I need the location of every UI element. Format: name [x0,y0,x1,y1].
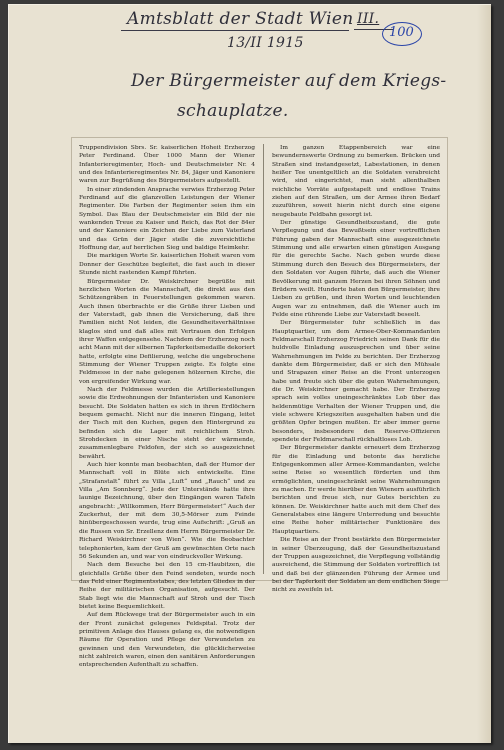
document-sheet [8,4,491,743]
article-paragraph: Nach dem Besuche bei den 15 cm-Haubitzen, die gleichfalls Grüße über den Feind sendeten, wurde noch das Feld einer Regimentsstabes, des letzten Gliedes in der Reihe der militärischen Organisation, aufgesucht. Der Stab liegt wie die Mannschaft auf Stroh und der Tisch bietet keine Bequemlichkeit. [79,562,255,610]
article-paragraph: Auch hier konnte man beobachten, daß der Humor der Mannschaft voll in Blüte sich entwickelte. Eine „Strafanstalt“ führt zu Villa „Luft“ und „Rauch“ und zu Villa „Am Sonnberg“. Jede der Unterstände hatte ihre launige Bezeichnung, über den Eingängen waren Tafeln angebracht: „Willkommen, Herr Bürgermeister!“ Auch der Zuckerhut, der mit dem 30,5-Mörser zum Feinde hinübergeschossen wurde, trug eine Aufschrift: „Gruß an die Russen von Sr. Erzellenz dem Herrn Bürgermeister Dr. Richard Weiskirchner von Wien“. Wie die Beobachter telephonierten, kam der Gruß am gewünschten Orte nach 56 Sekunden an, und war von eindruckvoller Wirkung. [79,462,255,560]
handwritten-date: 13/II 1915 [227,35,304,51]
handwritten-source: Amtsblatt der Stadt Wien [127,9,354,29]
article-paragraph: Der Bürgermeister dankte erneuert dem Erzherzog für die Einladung und betonte das herzliche Entgegenkommen aller Armee-Kommandanten, welche seine Reise so wesentlich förderten und ihm ermöglichten, uneingeschränkt seine Wahrnehmungen zu machen. Er werde hierüber den Wienern ausführlich berichten und freue sich, nur Gutes berichten zu können. Dr. Weiskirchner hatte auch mit dem Chef des Generalstabes eine längere Unterredung und besuchte eine Reihe hoher militärischer Funktionäre des Hauptquartiers. [272,445,440,535]
circled-page-number: 100 [389,25,414,40]
article-paragraph: Der Bürgermeister fuhr schließlich in das Hauptquartier, um dem Armee-Ober-Kommandanten Feldmarschall Erzherzog Friedrich seinen Dank für die huldvolle Einladung auszusprechen und über seine Wahrnehmungen im Felde zu berichten. Der Erzherzog dankte dem Bürgermeister, daß er sich den Mühsale und Strapazen einer Reise an die Front unterzogen habe und freute sich über die guten Wahrnehmungen, die Dr. Weiskirchner gemacht habe. Der Erzherzog sprach sein volles uneingeschränktes Lob über das heldenmütige Verhalten der Wiener Truppen und, die viele schwere Kriegszeiten ausgehalten haben und die größten Opfer bringen mußten. Er aber immer gerne besonders, insbesondere den Reserve-Offizieren spendete der Feldmarschall rückhaltloses Lob. [272,320,440,444]
article-paragraph: Die Reise an der Front bestärkte den Bürgermeister in seiner Überzeugung, daß der Gesundheitszustand der Truppen ausgezeichnet, die Verpflegung vollständig ausreichend, die Stimmung der Soldaten vortrefflich ist und daß bei der glänzenden Führung der Armee und bei der Tapferkeit der Soldaten an dem endlichen Siege nicht zu zweifeln ist. [272,537,440,594]
header-underline [121,30,349,31]
article-paragraph: Truppendivision Sbrs. Sr. kaiserlichen Hoheit Erzherzog Peter Ferdinand. Über 1000 Mann der Wiener Infanterieregimenter, Hoch- und Deutschmeister Nr. 4 und des Infanterieregimentes Nr. 84, Jäger und Kanoniere waren zur Begrüßung des Bürgermeisters aufgestellt. [79,145,255,185]
article-paragraph: In einer zündenden Ansprache verwies Erzherzog Peter Ferdinand auf die glanzvollen Leistungen der Wiener Regimenter. Die Farben der Regimenter seien ihm ein Symbol. Das Blau der Deutschmeister ein Bild der nie wankenden Treue zu Kaiser und Reich, das Rot der 84er und der Kanoniere ein Zeichen der Liebe zum Vaterland und das Grün der Jäger stelle die zuversichtliche Hoffnung dar, auf herrlichen Sieg und baldige Heimkehr. [79,186,255,252]
article-paragraph: Der günstige Gesundheitszustand, die gute Verpflegung und das Bewußtsein einer vortrefflichen Führung gaben der Mannschaft eine ausgezeichnete Stimmung und alle erwarten einen günstigen Ausgang für die gerechte Sache. Nach geben wurde diese Stimmung durch den Besuch des Bürgermeisters, der den Soldaten vor Augen führte, daß auch die Wiener Bevölkerung mit ganzem Herzen bei ihren Söhnen und Brüdern weilt. Hunderte baten den Bürgermeister, ihre Lieben zu grüßen, und ihren Worten und leuchtenden Augen war zu entnehmen, daß die Wiener auch im Felde eine rührende Liebe zur Vaterstadt beseelt. [272,220,440,318]
handwritten-roman-numeral: III. [357,11,380,27]
article-paragraph: Die markigen Worte Sr. kaiserlichen Hoheit waren vom Donner der Geschütze begleitet, die fast auch in dieser Stunde nicht rastenden Kampf führten. [79,253,255,277]
article-paragraph: Auf dem Rückwege trat der Bürgermeister auch in ein der Front zunächst gelegenes Feldspital. Trotz der primitiven Anlage des Hauses gelang es, die notwendigen Räume für Operation und Pflege der Verwundeten zu gewinnen und den Verwundeten, die glücklicherweise nicht zahlreich waren, einen den sanitären Anforderungen entsprechenden Aufenthalt zu schaffen. [79,612,255,669]
column-divider [263,144,264,574]
handwritten-title-line-2: schauplatze. [177,101,289,121]
article-paragraph: Im ganzen Etappenbereich war eine bewundernswerte Ordnung zu bemerken. Brücken und Straßen sind instandgesetzt, Labestationen, in denen heißer Tee unentgeltlich an die Soldaten verabreicht wird, sind eingerichtet, man sieht allenthalben reichliche Vorräte aufgestapelt und endlose Trains ziehen auf den Straßen, um der Armee ihren Bedarf zuzuführen, soweit hierin nicht durch eine eigene neugebaute Feldbahn gesorgt ist. [272,145,440,218]
article-column-right [272,144,440,594]
article-column-left [79,144,255,669]
article-paragraph: Nach der Feldmesse wurden die Artilleriestellungen sowie die Erdwohnungen der Infanteristen und Kanoniere besucht. Die Soldaten hatten es sich in ihren Erdlöchern bequem gemacht. Nicht nur die inneren Eingang, leitet der Tisch mit den Kuchen, gegen den Hintergrund zu befinden sich die Lager mit reichlichem Stroh. Strohdecken in einer Nische steht der wärmende, zusammenlegbare Feldofen, der sich so ausgezeichnet bewährt. [79,386,255,460]
article-paragraph: Bürgermeister Dr. Weiskirchner begrüßte mit herzlichen Worten die Mannschaft, die direkt aus den Schützengräben in Feuerstellungen gekommen waren. Auch ihnen überbrachte er die Grüße ihrer Lieben und der Vaterstadt, gab ihnen die Versicherung, daß ihre Familien nicht Not leiden, die Gesundheitsverhältnisse klaglos sind und daß alles mit Vertrauen den Erfolgen ihrer Waffen entgegensehe. Nachdem der Erzherzog noch acht Mann mit der silbernen Tapferkeitsmedaille dekoriert hatte, erfolgte eine Defilierung, welche die ungebrochene Stimmung der Wiener Truppen zeigte. Es folgte eine Feldmesse in der nahe gelegenen hölzernen Kirche, die von ergreifender Wirkung war. [79,278,255,385]
newspaper-clipping [71,137,448,669]
handwritten-title-line-1: Der Bürgermeister auf dem Kriegs- [131,71,447,91]
